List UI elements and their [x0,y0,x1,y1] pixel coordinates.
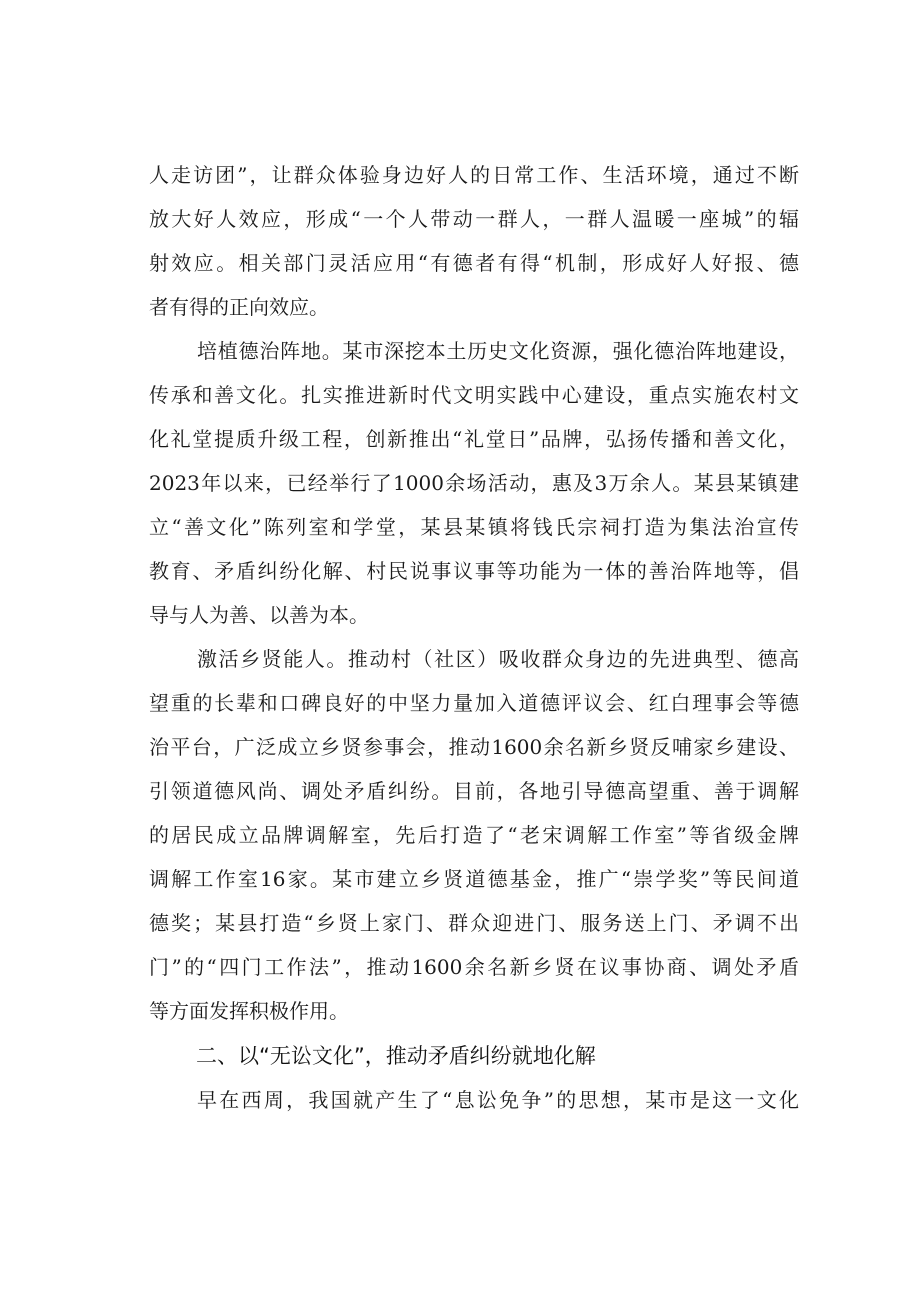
paragraph-line: 早在西周，我国就产生了“息讼免争”的思想，某市是这一文化 [197,1088,799,1112]
paragraph-line: 治平台，广泛成立乡贤参事会，推动1600余名新乡贤反哺家乡建设、 [149,735,799,759]
paragraph-line: 引领道德风尚、调处矛盾纠纷。目前，各地引导德高望重、善于调解 [149,779,799,803]
paragraph-line: 导与人为善、以善为本。 [149,603,369,627]
paragraph-line: 者有得的正向效应。 [149,295,329,319]
paragraph-line: 化礼堂提质升级工程，创新推出“礼堂日”品牌，弘扬传播和善文化， [149,427,799,451]
paragraph-line: 激活乡贤能人。推动村（社区）吸收群众身边的先进典型、德高 [197,647,799,671]
paragraph-line: 等方面发挥积极作用。 [149,999,349,1023]
paragraph-line: 2023年以来，已经举行了1000余场活动，惠及3万余人。某县某镇建 [149,471,799,495]
paragraph-line: 放大好人效应，形成“一个人带动一群人，一群人温暖一座城”的辐 [149,207,799,231]
paragraph-line: 培植德治阵地。某市深挖本土历史文化资源，强化德治阵地建设， [197,339,799,363]
paragraph-line: 门”的“四门工作法”，推动1600余名新乡贤在议事协商、调处矛盾 [149,955,799,979]
paragraph-line: 射效应。相关部门灵活应用“有德者有得“机制，形成好人好报、德 [149,251,799,275]
paragraph-line: 教育、矛盾纠纷化解、村民说事议事等功能为一体的善治阵地等，倡 [149,559,799,583]
paragraph-line: 望重的长辈和口碑良好的中坚力量加入道德评议会、红白理事会等德 [149,691,799,715]
paragraph-line: 的居民成立品牌调解室，先后打造了“老宋调解工作室”等省级金牌 [149,823,799,847]
section-heading: 二、以“无讼文化”，推动矛盾纠纷就地化解 [196,1044,596,1068]
paragraph-line: 德奖；某县打造“乡贤上家门、群众迎进门、服务送上门、矛调不出 [149,911,799,935]
paragraph-line: 调解工作室16家。某市建立乡贤道德基金，推广“崇学奖”等民间道 [149,867,799,891]
paragraph-line: 立“善文化”陈列室和学堂，某县某镇将钱氏宗祠打造为集法治宣传 [149,515,799,539]
paragraph-line: 传承和善文化。扎实推进新时代文明实践中心建设，重点实施农村文 [149,383,799,407]
paragraph-line: 人走访团”，让群众体验身边好人的日常工作、生活环境，通过不断 [149,163,799,187]
